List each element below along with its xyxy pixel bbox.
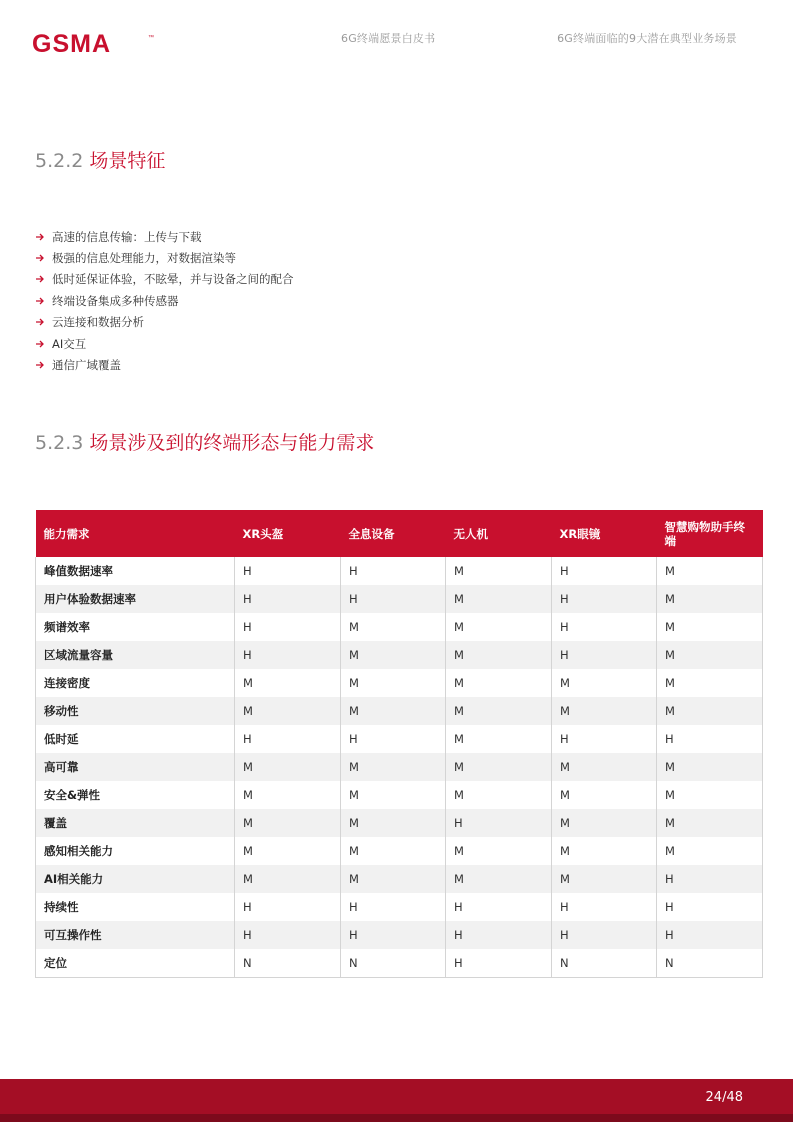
value-cell: H bbox=[341, 725, 446, 753]
value-cell: M bbox=[657, 641, 763, 669]
value-cell: H bbox=[657, 865, 763, 893]
arrow-right-icon bbox=[35, 232, 45, 242]
value-cell: H bbox=[552, 893, 657, 921]
row-label-cell: 覆盖 bbox=[36, 809, 235, 837]
row-label-cell: 用户体验数据速率 bbox=[36, 585, 235, 613]
value-cell: M bbox=[235, 697, 341, 725]
header-section-title: 6G终端面临的9大潜在典型业务场景 bbox=[557, 32, 737, 45]
table-row bbox=[36, 725, 763, 753]
value-cell: M bbox=[341, 809, 446, 837]
value-cell: M bbox=[341, 641, 446, 669]
section-number: 5.2.3 bbox=[35, 432, 84, 454]
value-cell: H bbox=[657, 725, 763, 753]
value-cell: N bbox=[657, 949, 763, 977]
value-cell: M bbox=[446, 557, 552, 585]
list-item: 高速的信息传输：上传与下载 bbox=[35, 226, 294, 247]
value-cell: H bbox=[552, 725, 657, 753]
value-cell: M bbox=[446, 781, 552, 809]
page-header bbox=[0, 0, 793, 80]
value-cell: H bbox=[235, 725, 341, 753]
table-row bbox=[36, 949, 763, 977]
value-cell: M bbox=[657, 557, 763, 585]
value-cell: H bbox=[235, 921, 341, 949]
value-cell: H bbox=[552, 613, 657, 641]
header-holographic-device: 全息设备 bbox=[341, 510, 446, 557]
header-xr-glasses: XR眼镜 bbox=[552, 510, 657, 557]
value-cell: H bbox=[341, 585, 446, 613]
table-row bbox=[36, 837, 763, 865]
row-label-cell: 低时延 bbox=[36, 725, 235, 753]
table-body bbox=[36, 557, 763, 977]
value-cell: M bbox=[446, 613, 552, 641]
value-cell: M bbox=[657, 809, 763, 837]
value-cell: H bbox=[657, 893, 763, 921]
value-cell: M bbox=[657, 837, 763, 865]
value-cell: M bbox=[341, 697, 446, 725]
list-item: 通信广域覆盖 bbox=[35, 354, 294, 375]
row-label-cell: AI相关能力 bbox=[36, 865, 235, 893]
value-cell: H bbox=[341, 893, 446, 921]
header-capability: 能力需求 bbox=[36, 510, 235, 557]
table-row bbox=[36, 557, 763, 585]
table-row bbox=[36, 921, 763, 949]
section-number: 5.2.2 bbox=[35, 150, 84, 172]
section-title: 场景特征 bbox=[89, 150, 166, 172]
table-row bbox=[36, 893, 763, 921]
value-cell: H bbox=[552, 641, 657, 669]
value-cell: M bbox=[341, 753, 446, 781]
capability-table bbox=[35, 510, 763, 978]
value-cell: M bbox=[341, 613, 446, 641]
value-cell: H bbox=[446, 809, 552, 837]
value-cell: H bbox=[235, 557, 341, 585]
list-item: AI交互 bbox=[35, 333, 294, 354]
value-cell: M bbox=[446, 837, 552, 865]
table-row bbox=[36, 753, 763, 781]
value-cell: M bbox=[341, 837, 446, 865]
value-cell: M bbox=[235, 809, 341, 837]
section-5-2-2-heading bbox=[35, 146, 165, 173]
row-label-cell: 可互操作性 bbox=[36, 921, 235, 949]
value-cell: H bbox=[341, 921, 446, 949]
value-cell: H bbox=[235, 613, 341, 641]
table-row bbox=[36, 809, 763, 837]
value-cell: M bbox=[235, 669, 341, 697]
value-cell: M bbox=[446, 753, 552, 781]
header-drone: 无人机 bbox=[446, 510, 552, 557]
list-item: 终端设备集成多种传感器 bbox=[35, 290, 294, 311]
row-label-cell: 连接密度 bbox=[36, 669, 235, 697]
table-header-row bbox=[36, 510, 763, 557]
section-title: 场景涉及到的终端形态与能力需求 bbox=[89, 432, 375, 454]
page-number: 24/48 bbox=[705, 1090, 743, 1105]
value-cell: H bbox=[446, 893, 552, 921]
table-row bbox=[36, 669, 763, 697]
gsma-logo bbox=[32, 30, 157, 56]
arrow-right-icon bbox=[35, 296, 45, 306]
arrow-right-icon bbox=[35, 274, 45, 284]
header-smart-shopping-terminal: 智慧购物助手终端 bbox=[657, 510, 763, 557]
table-row bbox=[36, 781, 763, 809]
arrow-right-icon bbox=[35, 317, 45, 327]
value-cell: M bbox=[657, 613, 763, 641]
header-doc-title: 6G终端愿景白皮书 bbox=[341, 32, 436, 45]
value-cell: M bbox=[552, 753, 657, 781]
value-cell: H bbox=[552, 921, 657, 949]
arrow-right-icon bbox=[35, 360, 45, 370]
value-cell: M bbox=[552, 697, 657, 725]
arrow-right-icon bbox=[35, 339, 45, 349]
svg-text:™: ™ bbox=[148, 35, 154, 41]
value-cell: M bbox=[657, 585, 763, 613]
row-label-cell: 持续性 bbox=[36, 893, 235, 921]
value-cell: M bbox=[552, 809, 657, 837]
value-cell: M bbox=[446, 697, 552, 725]
value-cell: M bbox=[446, 669, 552, 697]
page-footer bbox=[0, 1079, 793, 1122]
value-cell: H bbox=[446, 949, 552, 977]
value-cell: M bbox=[341, 865, 446, 893]
value-cell: M bbox=[446, 725, 552, 753]
value-cell: H bbox=[235, 893, 341, 921]
row-label-cell: 移动性 bbox=[36, 697, 235, 725]
value-cell: H bbox=[235, 641, 341, 669]
value-cell: H bbox=[657, 921, 763, 949]
row-label-cell: 高可靠 bbox=[36, 753, 235, 781]
value-cell: M bbox=[657, 669, 763, 697]
value-cell: M bbox=[657, 753, 763, 781]
value-cell: M bbox=[657, 697, 763, 725]
value-cell: H bbox=[341, 557, 446, 585]
row-label-cell: 定位 bbox=[36, 949, 235, 977]
value-cell: M bbox=[552, 669, 657, 697]
table-row bbox=[36, 613, 763, 641]
table-row bbox=[36, 697, 763, 725]
row-label-cell: 安全&弹性 bbox=[36, 781, 235, 809]
value-cell: N bbox=[341, 949, 446, 977]
value-cell: M bbox=[235, 865, 341, 893]
row-label-cell: 感知相关能力 bbox=[36, 837, 235, 865]
scenario-feature-list bbox=[35, 226, 294, 376]
value-cell: H bbox=[235, 585, 341, 613]
list-item: 极强的信息处理能力，对数据渲染等 bbox=[35, 247, 294, 268]
value-cell: M bbox=[341, 669, 446, 697]
value-cell: M bbox=[235, 753, 341, 781]
value-cell: M bbox=[552, 865, 657, 893]
list-item: 云连接和数据分析 bbox=[35, 312, 294, 333]
table-row bbox=[36, 865, 763, 893]
arrow-right-icon bbox=[35, 253, 45, 263]
table-row bbox=[36, 641, 763, 669]
row-label-cell: 频谱效率 bbox=[36, 613, 235, 641]
value-cell: N bbox=[235, 949, 341, 977]
value-cell: H bbox=[552, 585, 657, 613]
row-label-cell: 区域流量容量 bbox=[36, 641, 235, 669]
value-cell: M bbox=[552, 781, 657, 809]
value-cell: M bbox=[235, 781, 341, 809]
section-5-2-3-heading bbox=[35, 428, 374, 455]
list-item: 低时延保证体验，不眩晕，并与设备之间的配合 bbox=[35, 269, 294, 290]
header-xr-helmet: XR头盔 bbox=[235, 510, 341, 557]
value-cell: N bbox=[552, 949, 657, 977]
value-cell: M bbox=[446, 641, 552, 669]
value-cell: M bbox=[235, 837, 341, 865]
value-cell: M bbox=[552, 837, 657, 865]
value-cell: M bbox=[341, 781, 446, 809]
gsma-logo-text: GSMA bbox=[32, 30, 111, 56]
value-cell: H bbox=[446, 921, 552, 949]
footer-strip bbox=[0, 1114, 793, 1122]
value-cell: H bbox=[552, 557, 657, 585]
table-row bbox=[36, 585, 763, 613]
value-cell: M bbox=[446, 585, 552, 613]
value-cell: M bbox=[446, 865, 552, 893]
value-cell: M bbox=[657, 781, 763, 809]
row-label-cell: 峰值数据速率 bbox=[36, 557, 235, 585]
